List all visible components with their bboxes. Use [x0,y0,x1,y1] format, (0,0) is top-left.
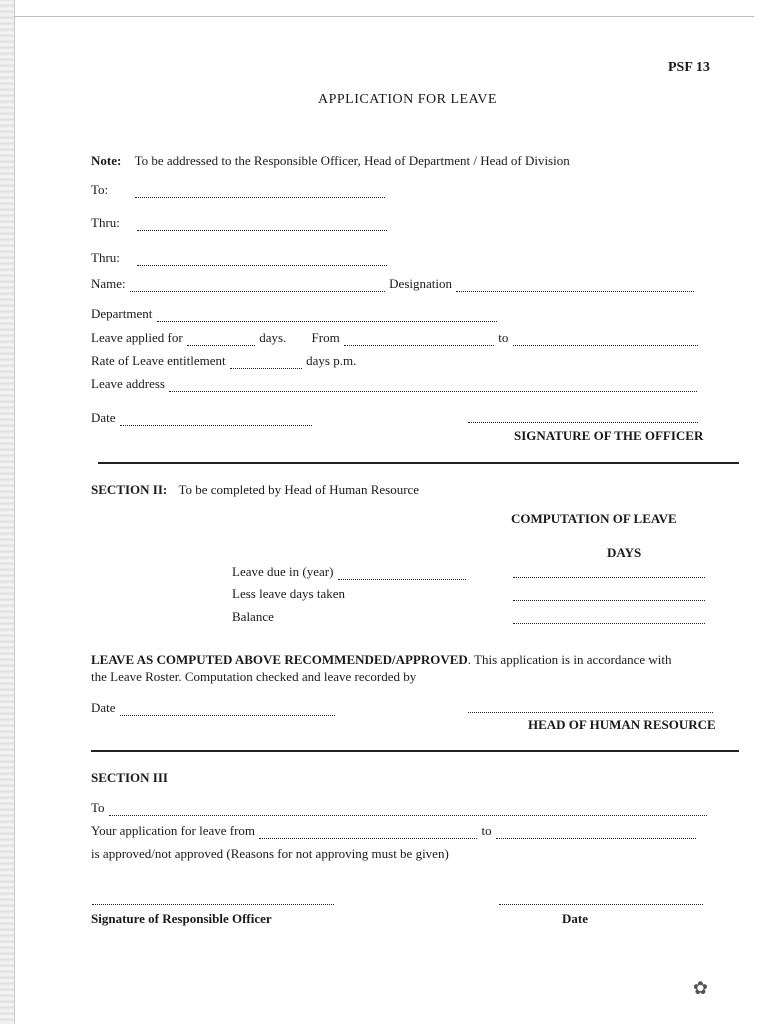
leave-address-row[interactable] [91,376,698,392]
days-header: DAYS [607,545,642,560]
note-text: To be addressed to the Responsible Officer, Head of Department / Head of Division [134,153,570,168]
section3-to-label: To [91,800,105,815]
application-from-field[interactable] [259,826,477,839]
approval-bold: LEAVE AS COMPUTED ABOVE RECOMMENDED/APPROVED [91,652,468,667]
approval-rest: . This application is in accordance with [467,652,672,667]
leave-address-label: Leave address [91,376,165,391]
to-row[interactable] [91,182,386,198]
rate-field[interactable] [230,356,302,369]
computation-title: COMPUTATION OF LEAVE [511,511,677,526]
note-label: Note: [91,153,122,168]
scan-mark-icon: ✿ [692,978,708,998]
less-taken-label: Less leave days taken [232,586,345,601]
to-label: To: [91,182,109,197]
application-from-row[interactable] [91,823,697,839]
section3-date-label: Date [562,911,588,926]
from-label: From [311,330,340,345]
responsible-signature-field[interactable] [92,892,334,905]
thru-row-1[interactable] [91,215,388,231]
section3-to-word: to [481,823,492,838]
less-taken-days-field[interactable] [513,588,705,601]
from-date-field[interactable] [344,333,494,346]
section2-heading: SECTION II: [91,482,168,497]
less-taken-row [232,586,345,602]
scan-top-edge [14,16,754,17]
divider-2 [91,750,739,752]
to-date-field[interactable] [513,333,698,346]
rate-unit: days p.m. [306,353,357,368]
rate-label: Rate of Leave entitlement [91,353,226,368]
balance-row [232,609,274,625]
officer-signature-field[interactable] [468,410,698,423]
form-title: APPLICATION FOR LEAVE [318,92,498,107]
date-field[interactable] [120,413,312,426]
balance-label: Balance [232,609,274,624]
leave-days-field[interactable] [187,333,255,346]
thru-label-1: Thru: [91,215,120,230]
balance-days-field[interactable] [513,611,705,624]
hr-date-row[interactable] [91,700,336,716]
application-to-field[interactable] [496,826,696,839]
leave-due-days-field[interactable] [513,565,705,578]
divider-1 [98,462,739,464]
leave-applied-row[interactable] [91,330,699,346]
approved-text: is approved/not approved (Reasons for not approving must be given) [91,846,449,861]
section2-subtitle: To be completed by Head of Human Resource [178,482,420,497]
department-field[interactable] [157,309,497,322]
date-label: Date [91,410,116,425]
hr-signature-field[interactable] [468,700,713,713]
name-label: Name: [91,276,126,291]
leave-address-field[interactable] [169,379,697,392]
hr-date-label: Date [91,700,116,715]
responsible-signature-label: Signature of Responsible Officer [91,911,272,926]
date-row[interactable] [91,410,313,426]
section3-heading: SECTION III [91,770,168,785]
hr-date-field[interactable] [120,703,335,716]
section3-date-field[interactable] [499,892,703,905]
section2-heading-row [91,482,419,498]
days-label: days. [259,330,287,345]
scan-edge [0,0,15,1024]
rate-row[interactable] [91,353,356,369]
approval-line-2: the Leave Roster. Computation checked and leave recorded by [91,669,417,684]
thru-label-2: Thru: [91,250,120,265]
to-field[interactable] [135,185,385,198]
thru-field-2[interactable] [137,253,387,266]
approval-line-1 [91,652,672,668]
officer-signature-label: SIGNATURE OF THE OFFICER [514,428,704,443]
name-field[interactable] [130,279,385,292]
application-from-label: Your application for leave from [91,823,256,838]
hr-signature-label: HEAD OF HUMAN RESOURCE [528,717,716,732]
section3-to-field[interactable] [109,803,707,816]
leave-due-label: Leave due in (year) [232,564,334,579]
form-code: PSF 13 [668,60,710,75]
thru-row-2[interactable] [91,250,388,266]
section3-to-row[interactable] [91,800,708,816]
thru-field-1[interactable] [137,218,387,231]
name-row[interactable] [91,276,695,292]
designation-field[interactable] [456,279,694,292]
department-row[interactable] [91,306,498,322]
designation-label: Designation [389,276,452,291]
leave-applied-label: Leave applied for [91,330,183,345]
leave-due-row[interactable] [232,564,467,580]
note-line [91,153,570,169]
department-label: Department [91,306,153,321]
leave-due-year-field[interactable] [338,567,466,580]
to-word: to [498,330,509,345]
